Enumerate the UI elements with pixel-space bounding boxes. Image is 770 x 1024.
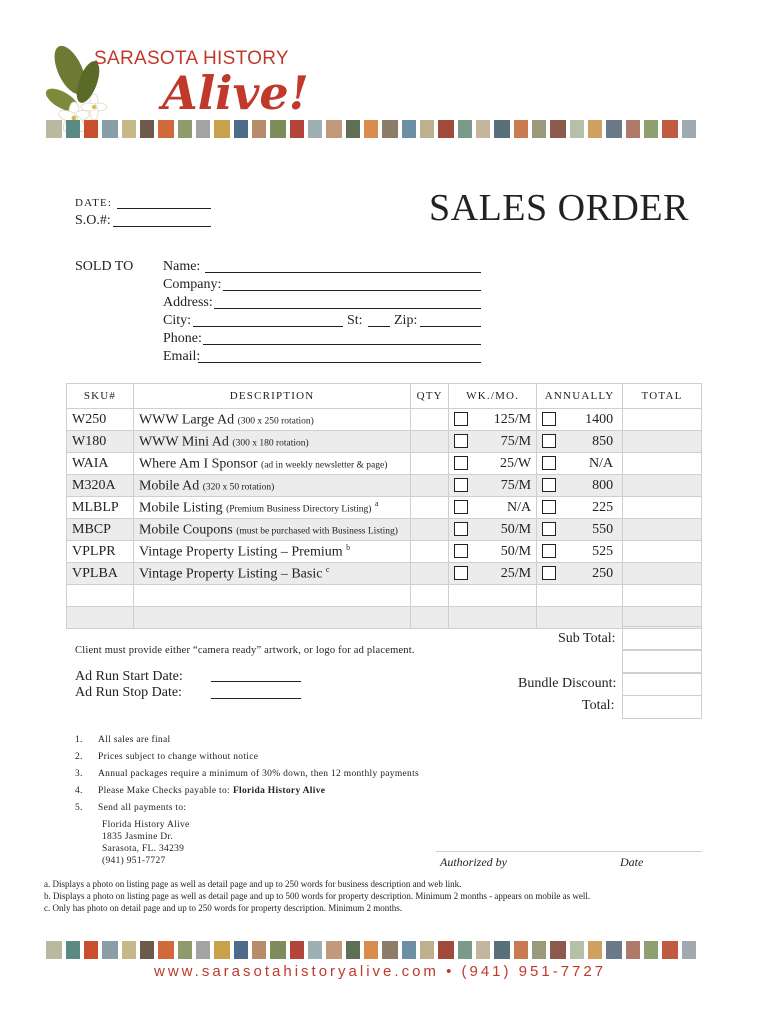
empty-cell[interactable] [133, 607, 410, 629]
wk-mo-price: 75/M [500, 477, 532, 493]
footnote-marker: b [346, 542, 351, 552]
wk-mo-checkbox[interactable] [454, 456, 468, 470]
term-text-bold: Florida History Alive [232, 786, 326, 796]
city-label: City: [163, 313, 192, 328]
strip-swatch [402, 120, 416, 138]
ad-stop-label: Ad Run Stop Date: [75, 685, 182, 700]
col-header-wk-mo: WK./MO. [449, 384, 537, 409]
description-text: WWW Large Ad [138, 412, 235, 428]
term-text-body: Please Make Checks payable to: [98, 786, 230, 796]
col-header-annually: ANNUALLY [537, 384, 623, 409]
zip-label: Zip: [394, 313, 418, 328]
strip-swatch [102, 941, 118, 959]
email-label: Email: [163, 349, 201, 364]
strip-swatch [364, 120, 378, 138]
annually-checkbox[interactable] [542, 566, 556, 580]
strip-swatch [158, 941, 174, 959]
strip-swatch [346, 941, 360, 959]
strip-swatch [270, 941, 286, 959]
description-cell [133, 563, 410, 585]
zip-field[interactable] [420, 312, 481, 327]
so-label: S.O.#: [75, 213, 111, 228]
strip-swatch [66, 120, 80, 138]
phone-field[interactable] [203, 330, 481, 345]
strip-swatch [122, 941, 136, 959]
wk-mo-cell [449, 431, 537, 453]
empty-cell[interactable] [449, 607, 537, 629]
wk-mo-price: 50/M [500, 521, 532, 537]
annually-cell [537, 453, 623, 475]
strip-swatch [682, 120, 696, 138]
total-cell[interactable] [623, 431, 702, 453]
date-field[interactable] [117, 196, 211, 209]
strip-swatch [102, 120, 118, 138]
strip-swatch [252, 120, 266, 138]
strip-swatch [196, 941, 210, 959]
col-header-qty: QTY [411, 384, 449, 409]
logo-brand-text: SARASOTA HISTORY [94, 48, 289, 69]
description-text: Mobile Listing [138, 500, 223, 516]
address-line-3: Sarasota, FL. 34239 [102, 844, 185, 854]
strip-swatch [364, 941, 378, 959]
wk-mo-cell [449, 409, 537, 431]
description-note: (320 x 50 rotation) [202, 482, 275, 493]
strip-swatch [606, 941, 622, 959]
annually-price: 550 [592, 521, 614, 537]
strip-swatch [346, 120, 360, 138]
strip-swatch [588, 120, 602, 138]
sku-cell: W180 [67, 431, 134, 453]
company-label: Company: [163, 277, 222, 292]
empty-cell[interactable] [67, 607, 134, 629]
empty-cell[interactable] [449, 585, 537, 607]
table-row [67, 475, 702, 497]
wk-mo-cell [449, 475, 537, 497]
strip-swatch [122, 120, 136, 138]
term-text-body: Prices subject to change without notice [98, 752, 259, 762]
table-row [67, 541, 702, 563]
wk-mo-cell [449, 563, 537, 585]
col-header-sku: SKU# [67, 384, 134, 409]
state-field[interactable] [368, 312, 390, 327]
strip-swatch [270, 120, 286, 138]
address-field[interactable] [214, 294, 481, 309]
wk-mo-checkbox[interactable] [454, 500, 468, 514]
sold-to-label: SOLD TO [75, 259, 134, 274]
strip-swatch [420, 120, 434, 138]
strip-swatch [290, 120, 304, 138]
footnote-marker: c [325, 564, 330, 574]
bundle-discount-label: Bundle Discount: [518, 676, 617, 691]
address-label: Address: [163, 295, 213, 310]
strip-swatch [682, 941, 696, 959]
strip-swatch [494, 941, 510, 959]
strip-swatch [476, 941, 490, 959]
wk-mo-checkbox[interactable] [454, 412, 468, 426]
strip-swatch [66, 941, 80, 959]
subtotal-field[interactable] [622, 626, 702, 650]
ad-stop-field[interactable] [211, 686, 301, 699]
wk-mo-checkbox[interactable] [454, 478, 468, 492]
state-label: St: [347, 313, 363, 328]
qty-cell[interactable] [411, 409, 449, 431]
strip-swatch [458, 120, 472, 138]
description-cell [133, 497, 410, 519]
date-label: DATE: [75, 197, 113, 209]
strip-swatch [458, 941, 472, 959]
term-text [98, 769, 419, 779]
annually-cell [537, 431, 623, 453]
term-text [98, 735, 170, 745]
strip-swatch [234, 120, 248, 138]
term-text [98, 752, 258, 762]
strip-swatch [550, 941, 566, 959]
annually-checkbox[interactable] [542, 478, 556, 492]
term-number: 3. [75, 769, 83, 779]
strip-swatch [514, 120, 528, 138]
strip-swatch [382, 120, 398, 138]
annually-price: 525 [592, 543, 614, 559]
wk-mo-price: 25/W [499, 455, 532, 471]
strip-swatch [84, 120, 98, 138]
strip-swatch [570, 941, 584, 959]
page-title: SALES ORDER [429, 187, 689, 229]
sku-cell: VPLPR [67, 541, 134, 563]
wk-mo-cell [449, 541, 537, 563]
term-text [98, 803, 186, 813]
annually-price: 1400 [585, 411, 614, 427]
empty-table-row [67, 607, 702, 629]
qty-cell[interactable] [411, 431, 449, 453]
annually-price: 800 [592, 477, 614, 493]
sku-cell: MLBLP [67, 497, 134, 519]
description-text: Mobile Ad [138, 478, 200, 494]
annually-cell [537, 497, 623, 519]
footnote-b: b. Displays a photo on listing page as well as detail page and up to 500 words for property description. Minimum 2 months - appears on mobile as well. [44, 891, 591, 901]
name-label: Name: [163, 259, 201, 274]
wk-mo-checkbox[interactable] [454, 566, 468, 580]
strip-swatch [588, 941, 602, 959]
total-cell[interactable] [623, 475, 702, 497]
term-text-body: Send all payments to: [98, 803, 187, 813]
total-cell[interactable] [623, 563, 702, 585]
strip-swatch [178, 120, 192, 138]
empty-cell[interactable] [537, 585, 623, 607]
wk-mo-price: 25/M [500, 565, 532, 581]
strip-swatch [326, 941, 342, 959]
term-text-body: All sales are final [98, 735, 171, 745]
description-cell [133, 409, 410, 431]
term-text-body: Annual packages require a minimum of 30% down, then 12 monthly payments [98, 769, 420, 779]
description-note: (must be purchased with Business Listing) [236, 526, 398, 537]
strip-swatch [626, 941, 640, 959]
term-number: 4. [75, 786, 83, 796]
description-cell [133, 519, 410, 541]
strip-swatch [46, 120, 62, 138]
description-cell [133, 453, 410, 475]
empty-cell[interactable] [623, 585, 702, 607]
logo-alive-text: Alive! [162, 66, 309, 120]
wk-mo-checkbox[interactable] [454, 544, 468, 558]
mailing-address [102, 819, 190, 867]
order-table [66, 383, 702, 629]
phone-label: Phone: [163, 331, 202, 346]
artwork-note: Client must provide either “camera ready” artwork, or logo for ad placement. [75, 645, 415, 656]
total-cell[interactable] [623, 453, 702, 475]
strip-swatch [438, 941, 454, 959]
strip-swatch [214, 120, 230, 138]
table-row [67, 409, 702, 431]
company-field[interactable] [223, 276, 481, 291]
strip-swatch [326, 120, 342, 138]
wk-mo-checkbox[interactable] [454, 522, 468, 536]
strip-swatch [196, 120, 210, 138]
total-cell[interactable] [623, 519, 702, 541]
sku-cell: MBCP [67, 519, 134, 541]
footer-contact: www.sarasotahistoryalive.com • (941) 951-7727 [154, 963, 607, 980]
annually-cell [537, 541, 623, 563]
annually-checkbox[interactable] [542, 412, 556, 426]
annually-checkbox[interactable] [542, 456, 556, 470]
so-number-field[interactable] [113, 213, 211, 227]
footnote-marker: a [374, 498, 379, 508]
ad-start-label: Ad Run Start Date: [75, 669, 183, 684]
strip-swatch [252, 941, 266, 959]
strip-swatch [84, 941, 98, 959]
strip-swatch [308, 941, 322, 959]
address-line-2: 1835 Jasmine Dr. [102, 832, 174, 842]
total-label: Total: [582, 698, 615, 713]
empty-cell[interactable] [411, 607, 449, 629]
total-cell[interactable] [623, 409, 702, 431]
annually-price: 225 [592, 499, 614, 515]
color-strip-bottom [46, 941, 722, 959]
wk-mo-price: 125/M [493, 411, 532, 427]
total-cell[interactable] [623, 541, 702, 563]
authorized-by-label: Authorized by [440, 855, 507, 869]
empty-cell[interactable] [133, 585, 410, 607]
description-note: (ad in weekly newsletter & page) [261, 460, 388, 471]
description-cell [133, 431, 410, 453]
bundle-discount-field[interactable] [622, 672, 702, 696]
annually-price: N/A [588, 455, 614, 471]
strip-swatch [606, 120, 622, 138]
description-note: (300 x 180 rotation) [232, 438, 309, 449]
address-line-4: (941) 951-7727 [102, 856, 166, 866]
wk-mo-price: 50/M [500, 543, 532, 559]
strip-swatch [514, 941, 528, 959]
annually-checkbox[interactable] [542, 544, 556, 558]
subtotal-field-2[interactable] [622, 650, 702, 674]
qty-cell[interactable] [411, 497, 449, 519]
ad-start-field[interactable] [211, 669, 301, 682]
wk-mo-cell [449, 497, 537, 519]
annually-cell [537, 409, 623, 431]
annually-cell [537, 475, 623, 497]
qty-cell[interactable] [411, 519, 449, 541]
qty-cell[interactable] [411, 563, 449, 585]
strip-swatch [644, 941, 658, 959]
description-text: Mobile Coupons [138, 522, 233, 538]
strip-swatch [550, 120, 566, 138]
description-text: Vintage Property Listing – Premium [138, 544, 343, 560]
annually-checkbox[interactable] [542, 500, 556, 514]
term-number: 2. [75, 752, 83, 762]
sku-cell: WAIA [67, 453, 134, 475]
city-field[interactable] [193, 312, 343, 327]
description-text: Where Am I Sponsor [138, 456, 258, 472]
signature-line[interactable] [436, 851, 702, 852]
col-header-total: TOTAL [623, 384, 702, 409]
strip-swatch [46, 941, 62, 959]
footnote-a: a. Displays a photo on listing page as well as detail page and up to 250 words for business description and web link. [44, 879, 462, 889]
strip-swatch [214, 941, 230, 959]
strip-swatch [570, 120, 584, 138]
description-cell [133, 541, 410, 563]
strip-swatch [290, 941, 304, 959]
empty-cell[interactable] [537, 607, 623, 629]
annually-checkbox[interactable] [542, 434, 556, 448]
description-text: Vintage Property Listing – Basic [138, 566, 323, 582]
wk-mo-cell [449, 453, 537, 475]
sku-cell: VPLBA [67, 563, 134, 585]
total-cell[interactable] [623, 497, 702, 519]
strip-swatch [402, 941, 416, 959]
strip-swatch [644, 120, 658, 138]
strip-swatch [420, 941, 434, 959]
table-row [67, 497, 702, 519]
qty-cell[interactable] [411, 541, 449, 563]
strip-swatch [532, 120, 546, 138]
annually-cell [537, 563, 623, 585]
strip-swatch [158, 120, 174, 138]
strip-swatch [234, 941, 248, 959]
strip-swatch [494, 120, 510, 138]
strip-swatch [178, 941, 192, 959]
table-row [67, 431, 702, 453]
address-line-1: Florida History Alive [102, 820, 190, 830]
email-field[interactable] [198, 348, 481, 363]
annually-cell [537, 519, 623, 541]
strip-swatch [476, 120, 490, 138]
strip-swatch [438, 120, 454, 138]
strip-swatch [140, 120, 154, 138]
table-header-row [67, 384, 702, 409]
description-note: (Premium Business Directory Listing) [226, 504, 372, 515]
table-row [67, 519, 702, 541]
empty-table-row [67, 585, 702, 607]
strip-swatch [662, 120, 678, 138]
annually-price: 850 [592, 433, 614, 449]
color-strip-top [46, 120, 722, 138]
qty-cell[interactable] [411, 475, 449, 497]
description-text: WWW Mini Ad [138, 434, 229, 450]
col-header-description: DESCRIPTION [133, 384, 410, 409]
table-row [67, 563, 702, 585]
strip-swatch [626, 120, 640, 138]
wk-mo-cell [449, 519, 537, 541]
annually-checkbox[interactable] [542, 522, 556, 536]
description-note: (300 x 250 rotation) [237, 416, 314, 427]
signature-date-label: Date [620, 855, 644, 869]
strip-swatch [662, 941, 678, 959]
term-text [98, 786, 325, 796]
wk-mo-price: N/A [506, 499, 532, 515]
wk-mo-price: 75/M [500, 433, 532, 449]
total-field[interactable] [622, 695, 702, 719]
sku-cell: M320A [67, 475, 134, 497]
subtotal-label: Sub Total: [558, 631, 616, 646]
strip-swatch [532, 941, 546, 959]
description-cell [133, 475, 410, 497]
strip-swatch [308, 120, 322, 138]
logo [44, 40, 309, 130]
annually-price: 250 [592, 565, 614, 581]
strip-swatch [382, 941, 398, 959]
wk-mo-checkbox[interactable] [454, 434, 468, 448]
table-row [67, 453, 702, 475]
strip-swatch [140, 941, 154, 959]
qty-cell[interactable] [411, 453, 449, 475]
name-field[interactable] [205, 258, 481, 273]
term-number: 1. [75, 735, 83, 745]
empty-cell[interactable] [411, 585, 449, 607]
term-number: 5. [75, 803, 83, 813]
sku-cell: W250 [67, 409, 134, 431]
footnote-c: c. Only has photo on detail page and up to 250 words for property description. Minimum 2 months. [44, 903, 402, 913]
empty-cell[interactable] [67, 585, 134, 607]
